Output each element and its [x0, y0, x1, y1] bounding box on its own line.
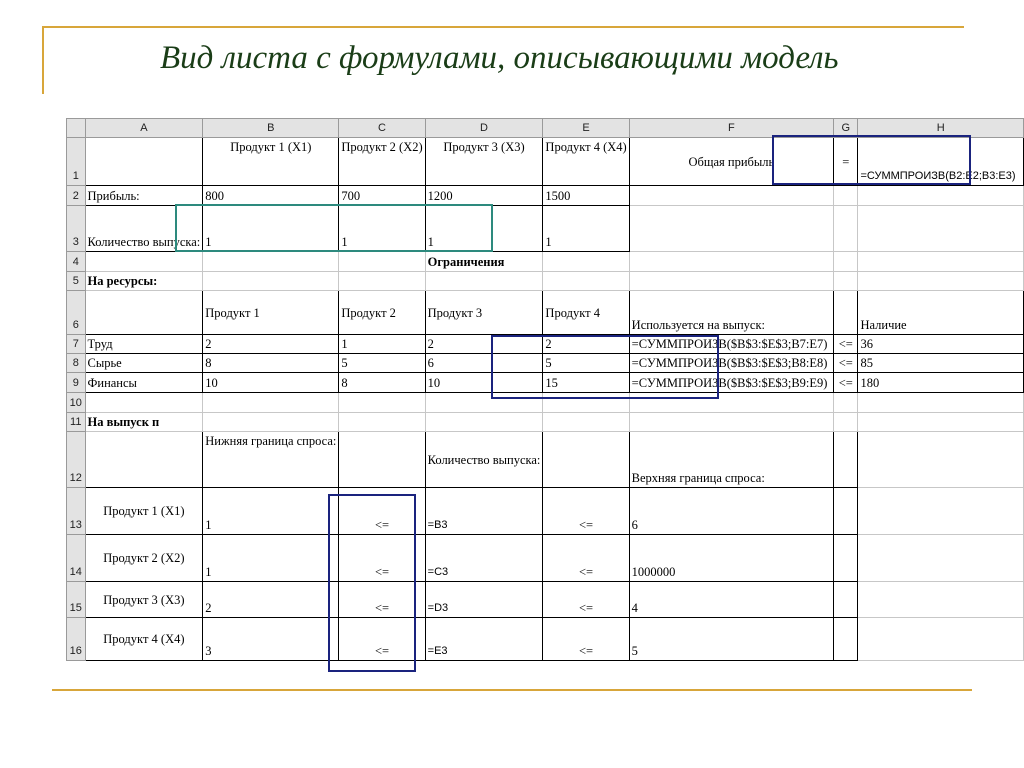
- sheet-row: [67, 272, 1024, 291]
- cell-d4[interactable]: Ограничения: [425, 252, 543, 272]
- row-header[interactable]: 1: [67, 138, 86, 186]
- cell-h16[interactable]: [858, 618, 1024, 661]
- cell-c9[interactable]: 8: [339, 373, 425, 393]
- select-all-corner[interactable]: [67, 119, 86, 138]
- cell-b7[interactable]: 2: [203, 335, 339, 354]
- cell-a10[interactable]: [85, 393, 203, 413]
- cell-g4[interactable]: [834, 252, 858, 272]
- cell-g6[interactable]: [834, 291, 858, 335]
- left-rule: [42, 26, 44, 94]
- row-header[interactable]: 4: [67, 252, 86, 272]
- sheet-row: [67, 488, 1024, 535]
- cell-h6[interactable]: Наличие: [858, 291, 1024, 335]
- cell-b11[interactable]: [203, 413, 339, 432]
- cell-h10[interactable]: [858, 393, 1024, 413]
- cell-c14[interactable]: <=: [339, 535, 425, 582]
- cell-e1[interactable]: Продукт 4 (X4): [543, 138, 629, 186]
- cell-g16[interactable]: [834, 618, 858, 661]
- sheet-row: [67, 393, 1024, 413]
- sheet-row: [67, 291, 1024, 335]
- cell-c13[interactable]: <=: [339, 488, 425, 535]
- sheet-row: [67, 535, 1024, 582]
- cell-f7[interactable]: =СУММПРОИЗВ($B$3:$E$3;B7:E7): [629, 335, 833, 354]
- cell-e7[interactable]: 2: [543, 335, 629, 354]
- cell-d8[interactable]: 6: [425, 354, 543, 373]
- cell-b2[interactable]: 800: [203, 186, 339, 206]
- sheet-row: [67, 354, 1024, 373]
- cell-h9[interactable]: 180: [858, 373, 1024, 393]
- cell-e9[interactable]: 15: [543, 373, 629, 393]
- cell-d12[interactable]: Количество выпуска:: [425, 432, 543, 488]
- cell-grid: [66, 118, 1024, 661]
- cell-g9[interactable]: <=: [834, 373, 858, 393]
- cell-e10[interactable]: [543, 393, 629, 413]
- cell-a8[interactable]: Сырье: [85, 354, 203, 373]
- cell-e5[interactable]: [543, 272, 629, 291]
- cell-c15[interactable]: <=: [339, 582, 425, 618]
- cell-h14[interactable]: [858, 535, 1024, 582]
- row-header[interactable]: 12: [67, 432, 86, 488]
- sheet-row: [67, 186, 1024, 206]
- row-header[interactable]: 15: [67, 582, 86, 618]
- cell-f12[interactable]: Верхняя граница спроса:: [629, 432, 833, 488]
- cell-a13[interactable]: Продукт 1 (X1): [85, 488, 203, 535]
- row-header[interactable]: 16: [67, 618, 86, 661]
- cell-e6[interactable]: Продукт 4: [543, 291, 629, 335]
- top-rule: [42, 26, 964, 28]
- cell-e13[interactable]: <=: [543, 488, 629, 535]
- cell-g5[interactable]: [834, 272, 858, 291]
- cell-b15[interactable]: 2: [203, 582, 339, 618]
- cell-g15[interactable]: [834, 582, 858, 618]
- slide-title: Вид листа с формулами, описывающими модель: [160, 40, 839, 76]
- cell-c6[interactable]: Продукт 2: [339, 291, 425, 335]
- cell-d1[interactable]: Продукт 3 (X3): [425, 138, 543, 186]
- cell-d7[interactable]: 2: [425, 335, 543, 354]
- cell-h4[interactable]: [858, 252, 1024, 272]
- cell-a5[interactable]: На ресурсы:: [85, 272, 203, 291]
- cell-g3[interactable]: [834, 206, 858, 252]
- sheet-row: [67, 618, 1024, 661]
- cell-d10[interactable]: [425, 393, 543, 413]
- cell-f1[interactable]: Общая прибыль: [629, 138, 833, 186]
- cell-c1[interactable]: Продукт 2 (X2): [339, 138, 425, 186]
- cell-e2[interactable]: 1500: [543, 186, 629, 206]
- cell-c12[interactable]: [339, 432, 425, 488]
- cell-f6[interactable]: Используется на выпуск:: [629, 291, 833, 335]
- cell-f2[interactable]: [629, 186, 833, 206]
- cell-b16[interactable]: 3: [203, 618, 339, 661]
- cell-c4[interactable]: [339, 252, 425, 272]
- cell-f9[interactable]: =СУММПРОИЗВ($B$3:$E$3;B9:E9): [629, 373, 833, 393]
- cell-b6[interactable]: Продукт 1: [203, 291, 339, 335]
- cell-c10[interactable]: [339, 393, 425, 413]
- cell-b12[interactable]: Нижняя граница спроса:: [203, 432, 339, 488]
- sheet-row: [67, 413, 1024, 432]
- row-header[interactable]: 3: [67, 206, 86, 252]
- cell-h3[interactable]: [858, 206, 1024, 252]
- row-header[interactable]: 2: [67, 186, 86, 206]
- cell-h15[interactable]: [858, 582, 1024, 618]
- cell-d9[interactable]: 10: [425, 373, 543, 393]
- cell-a14[interactable]: Продукт 2 (X2): [85, 535, 203, 582]
- cell-g2[interactable]: [834, 186, 858, 206]
- cell-h5[interactable]: [858, 272, 1024, 291]
- cell-f10[interactable]: [629, 393, 833, 413]
- cell-b8[interactable]: 8: [203, 354, 339, 373]
- cell-e8[interactable]: 5: [543, 354, 629, 373]
- cell-d16[interactable]: =E3: [425, 618, 543, 661]
- cell-g8[interactable]: <=: [834, 354, 858, 373]
- cell-h7[interactable]: 36: [858, 335, 1024, 354]
- row-header[interactable]: 9: [67, 373, 86, 393]
- cell-g10[interactable]: [834, 393, 858, 413]
- cell-d14[interactable]: =C3: [425, 535, 543, 582]
- cell-a2[interactable]: Прибыль:: [85, 186, 203, 206]
- cell-b1[interactable]: Продукт 1 (X1): [203, 138, 339, 186]
- column-header[interactable]: F: [629, 119, 833, 138]
- cell-g1[interactable]: =: [834, 138, 858, 186]
- cell-d13[interactable]: =B3: [425, 488, 543, 535]
- row-header[interactable]: 6: [67, 291, 86, 335]
- cell-f16[interactable]: 5: [629, 618, 833, 661]
- cell-a11[interactable]: На выпуск п: [85, 413, 203, 432]
- cell-b10[interactable]: [203, 393, 339, 413]
- cell-c16[interactable]: <=: [339, 618, 425, 661]
- row-header[interactable]: 8: [67, 354, 86, 373]
- cell-f4[interactable]: [629, 252, 833, 272]
- cell-b3[interactable]: 1: [203, 206, 339, 252]
- sheet-row: [67, 335, 1024, 354]
- cell-f3[interactable]: [629, 206, 833, 252]
- cell-h8[interactable]: 85: [858, 354, 1024, 373]
- cell-b13[interactable]: 1: [203, 488, 339, 535]
- cell-b9[interactable]: 10: [203, 373, 339, 393]
- cell-f13[interactable]: 6: [629, 488, 833, 535]
- cell-d2[interactable]: 1200: [425, 186, 543, 206]
- column-header[interactable]: E: [543, 119, 629, 138]
- cell-c2[interactable]: 700: [339, 186, 425, 206]
- cell-e12[interactable]: [543, 432, 629, 488]
- cell-a12[interactable]: [85, 432, 203, 488]
- cell-d3[interactable]: 1: [425, 206, 543, 252]
- cell-a15[interactable]: Продукт 3 (X3): [85, 582, 203, 618]
- cell-c5[interactable]: [339, 272, 425, 291]
- column-header[interactable]: B: [203, 119, 339, 138]
- cell-a4[interactable]: [85, 252, 203, 272]
- cell-a9[interactable]: Финансы: [85, 373, 203, 393]
- cell-e16[interactable]: <=: [543, 618, 629, 661]
- cell-g12[interactable]: [834, 432, 858, 488]
- row-header[interactable]: 11: [67, 413, 86, 432]
- row-header[interactable]: 14: [67, 535, 86, 582]
- sheet-row: [67, 373, 1024, 393]
- row-header[interactable]: 10: [67, 393, 86, 413]
- column-header[interactable]: H: [858, 119, 1024, 138]
- cell-d11[interactable]: [425, 413, 543, 432]
- cell-h1[interactable]: =СУММПРОИЗВ(B2:E2;B3:E3): [858, 138, 1024, 186]
- row-header[interactable]: 7: [67, 335, 86, 354]
- cell-f5[interactable]: [629, 272, 833, 291]
- cell-g13[interactable]: [834, 488, 858, 535]
- cell-g14[interactable]: [834, 535, 858, 582]
- cell-e14[interactable]: <=: [543, 535, 629, 582]
- row-header[interactable]: 13: [67, 488, 86, 535]
- cell-e15[interactable]: <=: [543, 582, 629, 618]
- cell-b14[interactable]: 1: [203, 535, 339, 582]
- sheet-row: [67, 582, 1024, 618]
- cell-f14[interactable]: 1000000: [629, 535, 833, 582]
- cell-a16[interactable]: Продукт 4 (X4): [85, 618, 203, 661]
- cell-e3[interactable]: 1: [543, 206, 629, 252]
- bottom-rule: [52, 689, 972, 691]
- cell-a3[interactable]: Количество выпуска:: [85, 206, 203, 252]
- cell-g7[interactable]: <=: [834, 335, 858, 354]
- cell-g11[interactable]: [834, 413, 858, 432]
- cell-b5[interactable]: [203, 272, 339, 291]
- row-header[interactable]: 5: [67, 272, 86, 291]
- cell-c11[interactable]: [339, 413, 425, 432]
- sheet-row: [67, 138, 1024, 186]
- cell-b4[interactable]: [203, 252, 339, 272]
- cell-h2[interactable]: [858, 186, 1024, 206]
- cell-e4[interactable]: [543, 252, 629, 272]
- column-header[interactable]: G: [834, 119, 858, 138]
- cell-d5[interactable]: [425, 272, 543, 291]
- spreadsheet: [66, 118, 1024, 661]
- column-header[interactable]: A: [85, 119, 203, 138]
- column-header[interactable]: C: [339, 119, 425, 138]
- cell-d6[interactable]: Продукт 3: [425, 291, 543, 335]
- sheet-row: [67, 432, 1024, 488]
- sheet-row: [67, 206, 1024, 252]
- cell-c7[interactable]: 1: [339, 335, 425, 354]
- cell-a7[interactable]: Труд: [85, 335, 203, 354]
- cell-h11[interactable]: [858, 413, 1024, 432]
- cell-f15[interactable]: 4: [629, 582, 833, 618]
- sheet-row: [67, 252, 1024, 272]
- cell-c3[interactable]: 1: [339, 206, 425, 252]
- cell-f8[interactable]: =СУММПРОИЗВ($B$3:$E$3;B8:E8): [629, 354, 833, 373]
- cell-f11[interactable]: [629, 413, 833, 432]
- cell-c8[interactable]: 5: [339, 354, 425, 373]
- column-header[interactable]: D: [425, 119, 543, 138]
- column-header-row: [67, 119, 1024, 138]
- cell-d15[interactable]: =D3: [425, 582, 543, 618]
- cell-e11[interactable]: [543, 413, 629, 432]
- cell-h12[interactable]: [858, 432, 1024, 488]
- cell-a6[interactable]: [85, 291, 203, 335]
- cell-h13[interactable]: [858, 488, 1024, 535]
- cell-a1[interactable]: [85, 138, 203, 186]
